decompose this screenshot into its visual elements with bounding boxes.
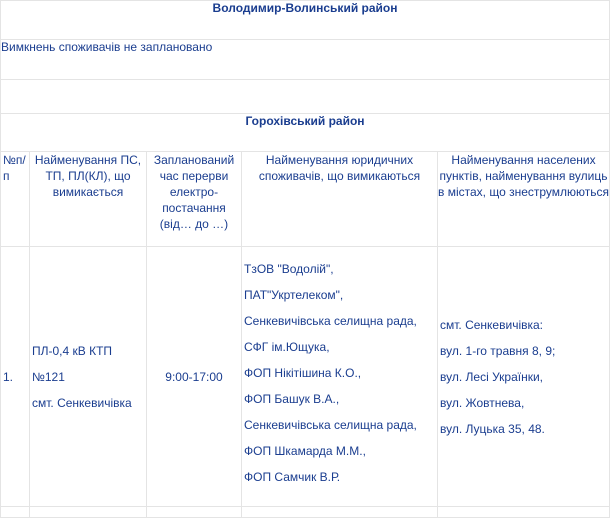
- row-settlements: [438, 247, 610, 507]
- empty-cell: [438, 507, 610, 518]
- settlement-item: смт. Сенкевичівка:: [440, 317, 544, 332]
- empty-cell: [242, 507, 438, 518]
- consumer-item: Сенкевичівська селищна рада,: [244, 418, 417, 432]
- consumer-item: ФОП Шкамарда М.М.,: [244, 444, 366, 458]
- empty-cell: [147, 507, 242, 518]
- header-consumers: Найменування юридичних споживачів, що вимикаються: [242, 152, 438, 247]
- header-num: №п/п: [1, 152, 30, 247]
- consumer-item: ФОП Самчик В.Р.: [244, 470, 341, 484]
- district-title: Володимир-Волинський район: [1, 1, 610, 40]
- table-header-row: [1, 152, 610, 247]
- consumer-item: СФГ ім.Ющука,: [244, 340, 330, 354]
- settlement-item: вул. 1-го травня 8, 9;: [440, 343, 556, 358]
- spacer-row: [1, 80, 610, 114]
- table-row-partial: [1, 507, 610, 518]
- line-place: смт. Сенкевичівка: [32, 395, 132, 410]
- line-name: ПЛ-0,4 кВ КТП №121: [32, 343, 113, 384]
- row-num: 1.: [1, 247, 30, 507]
- no-outages-notice: Вимкнень споживачів не заплановано: [1, 40, 610, 80]
- notice-row: [1, 40, 610, 80]
- empty-cell: [1, 507, 30, 518]
- consumer-item: Сенкевичівська селищна рада,: [244, 314, 417, 328]
- empty-cell: [30, 507, 147, 518]
- consumer-item: ПАТ"Укртелеком",: [244, 288, 344, 302]
- header-time: Запланований час перерви електро-постачання (від… до …): [147, 152, 242, 247]
- header-settlements: Найменування населених пунктів, найменування вулиць в містах, що знеструмлюються: [438, 152, 610, 247]
- district-row: [1, 1, 610, 40]
- settlement-item: вул. Лесі Українки,: [440, 369, 543, 384]
- consumer-item: ФОП Нікітішина К.О.,: [244, 366, 362, 380]
- header-line: Найменування ПС, ТП, ПЛ(КЛ), що вимикається: [30, 152, 147, 247]
- consumer-item: ФОП Башук В.А.,: [244, 392, 340, 406]
- settlement-item: вул. Луцька 35, 48.: [440, 421, 545, 436]
- row-line: [30, 247, 147, 507]
- settlement-item: вул. Жовтнева,: [440, 395, 525, 410]
- table-row: [1, 247, 610, 507]
- row-time: 9:00-17:00: [147, 247, 242, 507]
- row-consumers: [242, 247, 438, 507]
- district-row: [1, 114, 610, 152]
- empty-cell: [1, 80, 610, 114]
- consumer-item: ТзОВ "Водолій",: [244, 262, 334, 276]
- district-title: Горохівський район: [1, 114, 610, 152]
